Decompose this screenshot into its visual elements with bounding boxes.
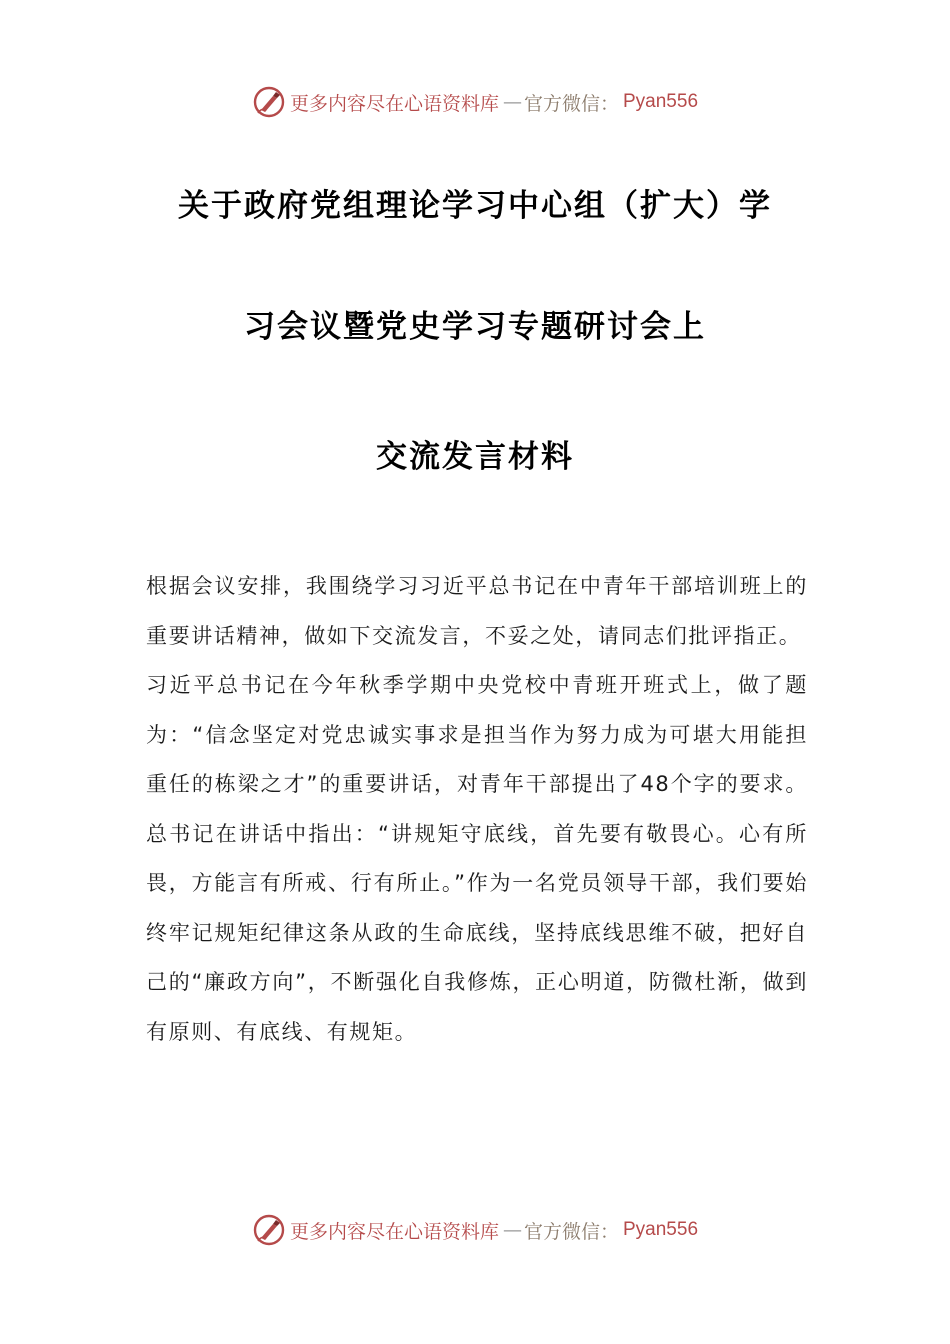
- watermark-wechat-id: Pyan556: [623, 1219, 699, 1240]
- watermark-text: 更多内容尽在心语资料库: [289, 1220, 499, 1243]
- document-title-line-1: 关于政府党组理论学习中心组（扩大）学: [178, 188, 772, 224]
- watermark-separator: —: [502, 91, 520, 113]
- watermark-wechat-label: 官方微信：: [523, 92, 619, 115]
- paragraph-2: 习近平总书记在今年秋季学期中央党校中青班开班式上，做了题为：“信念坚定对党忠诚实事求是担当作为努力成为可堪大用能担重任的栋梁之才”的重要讲话，对青年干部提出了48个字的要求。总书记在讲话中指出：“讲规矩守底线，首先要有敬畏心。心有所畏，方能言有所戒、行有所止。”作为一名党员领导干部，我们要始终牢记规矩纪律这条从政的生命底线，坚持底线思维不破，把好自己的“廉政方向”，不断强化自我修炼，正心明道，防微杜渐，做到有原则、有底线、有规矩。: [146, 673, 808, 1044]
- pen-nib-logo-icon: [252, 1213, 286, 1247]
- header-watermark: [0, 82, 950, 122]
- pen-nib-logo-icon: [252, 85, 286, 119]
- document-title-line-3: 交流发言材料: [376, 439, 574, 475]
- watermark-wechat-label: 官方微信：: [523, 1220, 619, 1243]
- watermark-separator: —: [502, 1219, 520, 1241]
- document-title-line-2: 习会议暨党史学习专题研讨会上: [244, 309, 706, 345]
- paragraph-1: 根据会议安排，我围绕学习习近平总书记在中青年干部培训班上的重要讲话精神，做如下交流发言，不妥之处，请同志们批评指正。: [146, 574, 808, 648]
- document-body: [146, 562, 808, 1057]
- watermark-text: 更多内容尽在心语资料库: [289, 92, 499, 115]
- watermark-wechat-id: Pyan556: [623, 91, 699, 112]
- footer-watermark: [0, 1210, 950, 1250]
